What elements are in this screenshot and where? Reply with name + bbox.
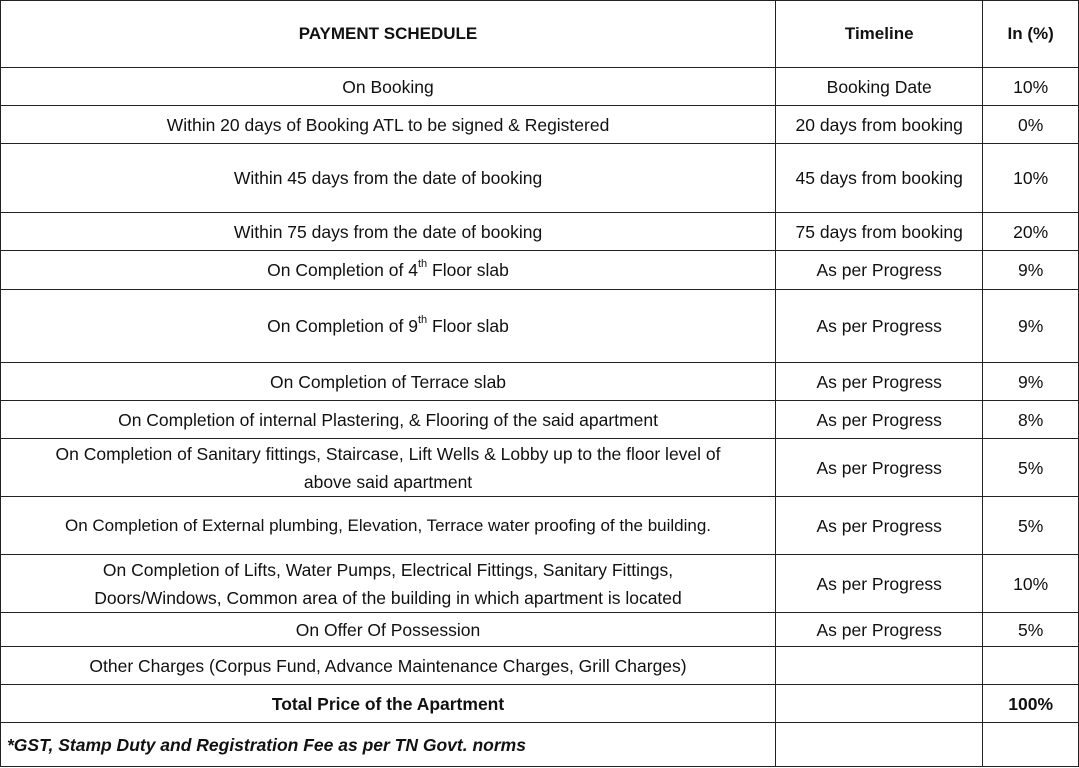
total-percent: 100% [983, 685, 1079, 723]
row-percent [983, 647, 1079, 685]
row-percent: 5% [983, 613, 1079, 647]
table-row [1, 144, 1079, 213]
row-description: Within 45 days from the date of booking [1, 144, 776, 213]
row-description: On Completion of internal Plastering, & Flooring of the said apartment [1, 401, 776, 439]
row-description: On Completion of Lifts, Water Pumps, Electrical Fittings, Sanitary Fittings, Doors/Windows, Common area of the building in which apartment is located [1, 555, 776, 613]
table-row [1, 497, 1079, 555]
row-description: On Completion of Sanitary fittings, Staircase, Lift Wells & Lobby up to the floor level of above said apartment [1, 439, 776, 497]
row-timeline: As per Progress [776, 555, 983, 613]
row-description: On Completion of Terrace slab [1, 363, 776, 401]
table-row [1, 439, 1079, 497]
table-row [1, 68, 1079, 106]
table-row [1, 213, 1079, 251]
row-timeline: As per Progress [776, 401, 983, 439]
row-description: Other Charges (Corpus Fund, Advance Maintenance Charges, Grill Charges) [1, 647, 776, 685]
total-row [1, 685, 1079, 723]
note-timeline [776, 723, 983, 767]
row-timeline: Booking Date [776, 68, 983, 106]
row-percent: 20% [983, 213, 1079, 251]
row-percent: 10% [983, 68, 1079, 106]
row-timeline: 20 days from booking [776, 106, 983, 144]
row-percent: 9% [983, 290, 1079, 363]
total-timeline [776, 685, 983, 723]
table-row [1, 251, 1079, 290]
header-timeline: Timeline [776, 1, 983, 68]
row-timeline [776, 647, 983, 685]
row-timeline: As per Progress [776, 613, 983, 647]
table-row [1, 613, 1079, 647]
row-description: On Booking [1, 68, 776, 106]
table-header-row [1, 1, 1079, 68]
row-percent: 5% [983, 439, 1079, 497]
row-timeline: 75 days from booking [776, 213, 983, 251]
table-row [1, 555, 1079, 613]
row-description: On Completion of External plumbing, Elevation, Terrace water proofing of the building. [1, 497, 776, 555]
table-row [1, 290, 1079, 363]
table-row [1, 401, 1079, 439]
row-timeline: As per Progress [776, 439, 983, 497]
header-schedule: PAYMENT SCHEDULE [1, 1, 776, 68]
row-timeline: As per Progress [776, 497, 983, 555]
total-label: Total Price of the Apartment [1, 685, 776, 723]
row-description: On Completion of 9th Floor slab [1, 290, 776, 363]
row-percent: 10% [983, 555, 1079, 613]
row-description: Within 20 days of Booking ATL to be signed & Registered [1, 106, 776, 144]
row-description: On Offer Of Possession [1, 613, 776, 647]
row-timeline: As per Progress [776, 290, 983, 363]
row-timeline: As per Progress [776, 363, 983, 401]
table-row [1, 106, 1079, 144]
note-row [1, 723, 1079, 767]
note-percent [983, 723, 1079, 767]
row-percent: 9% [983, 251, 1079, 290]
row-percent: 8% [983, 401, 1079, 439]
tax-note: *GST, Stamp Duty and Registration Fee as per TN Govt. norms [1, 723, 776, 767]
row-timeline: As per Progress [776, 251, 983, 290]
row-description: On Completion of 4th Floor slab [1, 251, 776, 290]
header-percent: In (%) [983, 1, 1079, 68]
row-timeline: 45 days from booking [776, 144, 983, 213]
row-description: Within 75 days from the date of booking [1, 213, 776, 251]
row-percent: 9% [983, 363, 1079, 401]
table-row [1, 647, 1079, 685]
row-percent: 0% [983, 106, 1079, 144]
row-percent: 10% [983, 144, 1079, 213]
table-row [1, 363, 1079, 401]
row-percent: 5% [983, 497, 1079, 555]
